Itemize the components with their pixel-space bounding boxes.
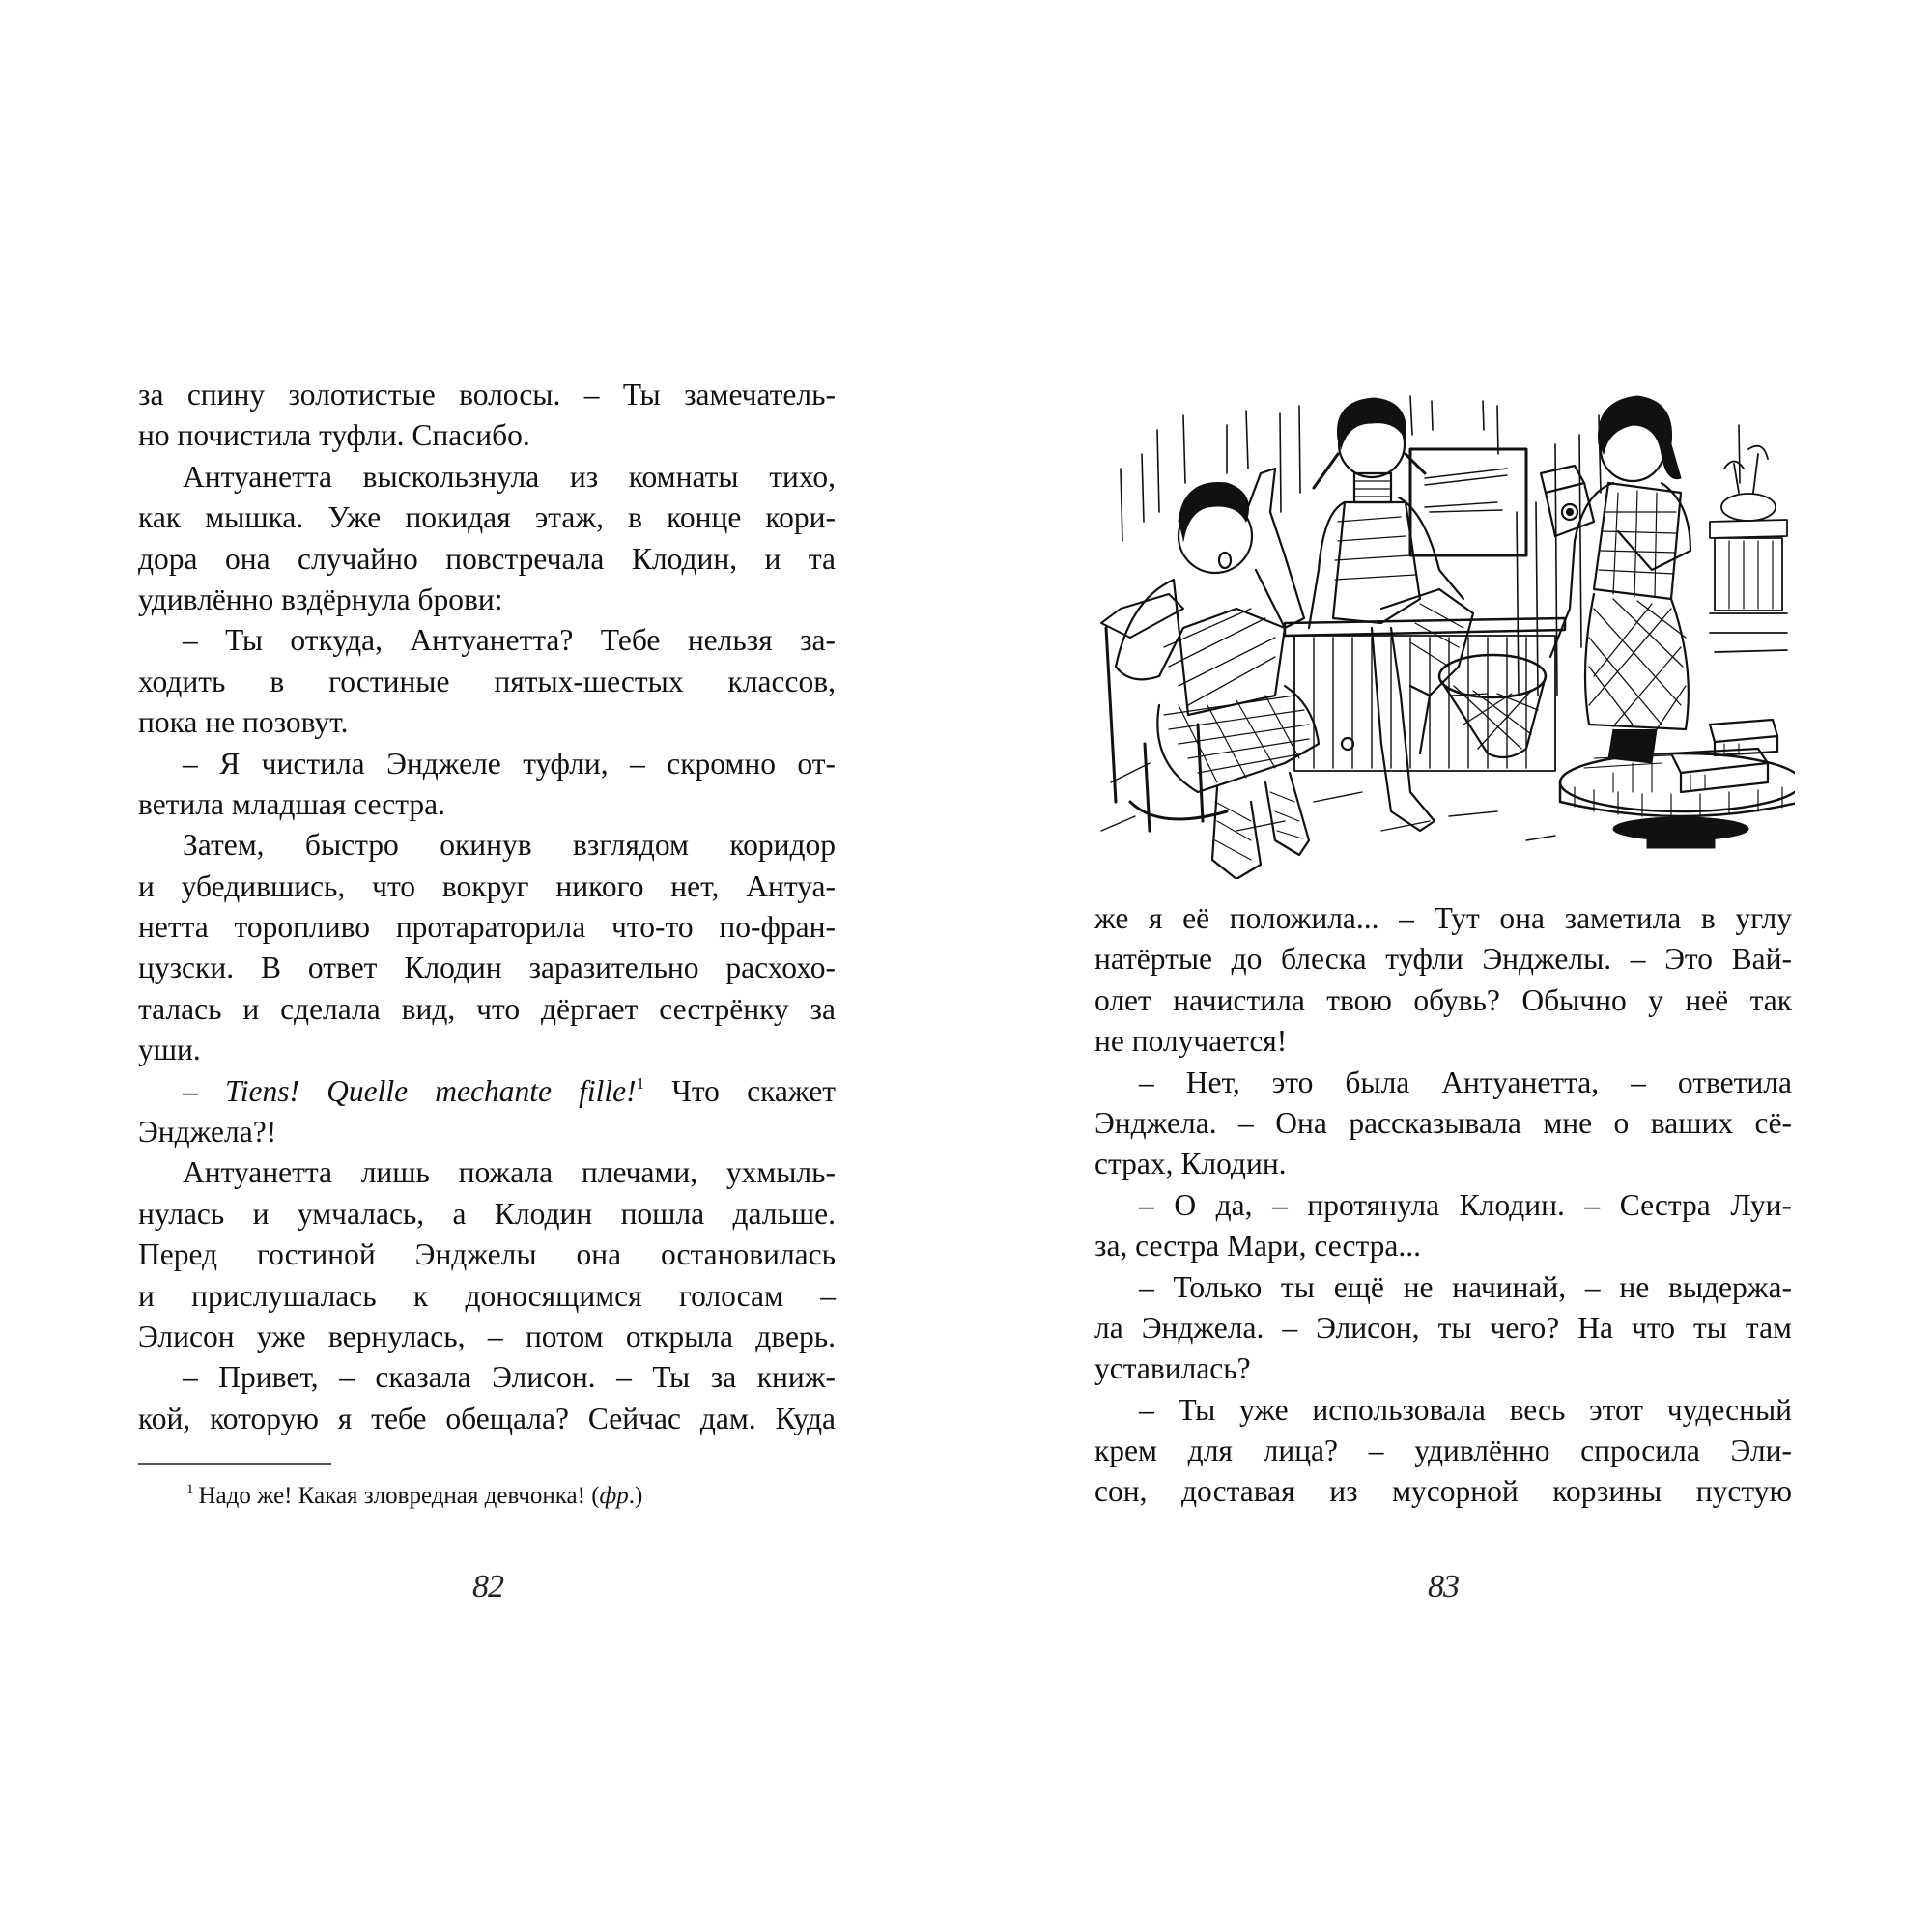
text-line: Энджела?! xyxy=(138,1115,277,1150)
round-table xyxy=(1560,720,1795,848)
text-line: олет начистила твою обувь? Обычно у неё так xyxy=(1094,982,1792,1017)
text-line: Элисон уже вернулась, – потом открыла дверь. xyxy=(138,1319,836,1353)
page-number-right: 83 xyxy=(1428,1569,1459,1605)
footnote-mark: 1 xyxy=(186,1482,194,1497)
text-line: натёртые до блеска туфли Энджелы. – Это Вай- xyxy=(1094,942,1792,977)
text-line: и убедившись, что вокруг никого нет, Антуа- xyxy=(138,868,836,903)
text-line: – Только ты ещё не начинай, – не выдержа- xyxy=(1139,1269,1792,1304)
line-rest: Что скажет xyxy=(644,1073,836,1108)
text-line: цузски. В ответ Клодин заразительно расхохо- xyxy=(138,951,836,985)
standing-girl xyxy=(1541,396,1690,763)
right-page-text xyxy=(1094,898,1792,1513)
text-line: за, сестра Мари, сестра... xyxy=(1094,1229,1422,1264)
text-line: Перед гостиной Энджелы она остановилась xyxy=(138,1237,836,1272)
text-line: ла Энджела. – Элисон, ты чего? На что ты там xyxy=(1094,1310,1792,1345)
text-line: удивлённо вздёрнула брови: xyxy=(138,582,503,616)
text-line: – Нет, это была Антуанетта, – ответила xyxy=(1139,1065,1792,1099)
footnote-close: .) xyxy=(628,1483,643,1509)
page-number-left: 82 xyxy=(472,1569,503,1605)
text-line: уши. xyxy=(138,1033,201,1067)
text-line: Энджела. – Она рассказывала мне о ваших сё- xyxy=(1094,1105,1792,1140)
text-line: ходить в гостиные пятых-шестых классов, xyxy=(138,664,836,698)
footnote-divider xyxy=(138,1463,331,1465)
french-quote-line xyxy=(138,1071,836,1112)
text-line: талась и сделала вид, что дёргает сестрёнку за xyxy=(138,991,836,1026)
text-line: – Ты уже использовала весь этот чудесный xyxy=(1139,1392,1792,1427)
text-line: сон, доставая из мусорной корзины пустую xyxy=(1094,1474,1792,1509)
text-line: Затем, быстро окинув взглядом коридор xyxy=(183,828,836,863)
floor-strokes xyxy=(1101,763,1555,840)
text-line: и прислушалась к доносящимся голосам – xyxy=(138,1278,836,1313)
text-line: крем для лица? – удивлённо спросила Эли- xyxy=(1094,1434,1792,1468)
text-line: пока не позовут. xyxy=(138,705,349,740)
footnote-text: Надо же! Какая зловредная девчонка! ( xyxy=(198,1483,600,1509)
text-line: нетта торопливо протараторила что-то по-фран- xyxy=(138,910,836,945)
footnote-reference[interactable]: 1 xyxy=(636,1073,645,1093)
left-page-text xyxy=(138,375,836,1439)
french-phrase: Tiens! Quelle mechante fille! xyxy=(224,1073,637,1108)
right-page xyxy=(966,0,1932,1932)
text-line: как мышка. Уже покидая этаж, в конце кори- xyxy=(138,500,836,535)
text-line: не получается! xyxy=(1094,1024,1288,1059)
text-line: кой, которую я тебе обещала? Сейчас дам. Куда xyxy=(138,1401,836,1435)
text-line: ветила младшая сестра. xyxy=(138,786,445,821)
text-line: но почистила туфли. Спасибо. xyxy=(138,418,530,453)
text-line: – Привет, – сказала Элисон. – Ты за книж- xyxy=(183,1360,836,1395)
text-line: Антуанетта лишь пожала плечами, ухмыль- xyxy=(183,1155,836,1190)
text-line: уставилась? xyxy=(1094,1351,1251,1386)
text-line: – Ты откуда, Антуанетта? Тебе нельзя за- xyxy=(183,623,836,658)
dash: – xyxy=(183,1073,225,1108)
text-line: Антуанетта выскользнула из комнаты тихо, xyxy=(183,459,836,494)
footnote xyxy=(186,1481,642,1512)
text-line: за спину золотистые волосы. – Ты замечатель- xyxy=(138,378,836,412)
text-line: дора она случайно повстречала Клодин, и та xyxy=(138,541,836,576)
illustration-image xyxy=(1092,377,1795,879)
footnote-lang: фр xyxy=(599,1483,629,1509)
text-line: – О да, – протянула Клодин. – Сестра Луи- xyxy=(1139,1187,1792,1222)
text-line: страх, Клодин. xyxy=(1094,1147,1287,1181)
bookshelf xyxy=(1710,446,1787,652)
text-line: нулась и умчалась, а Клодин пошла дальше. xyxy=(138,1196,836,1231)
text-line: – Я чистила Энджеле туфли, – скромно от- xyxy=(183,746,836,781)
text-line: же я её положила... – Тут она заметила в углу xyxy=(1094,901,1792,935)
